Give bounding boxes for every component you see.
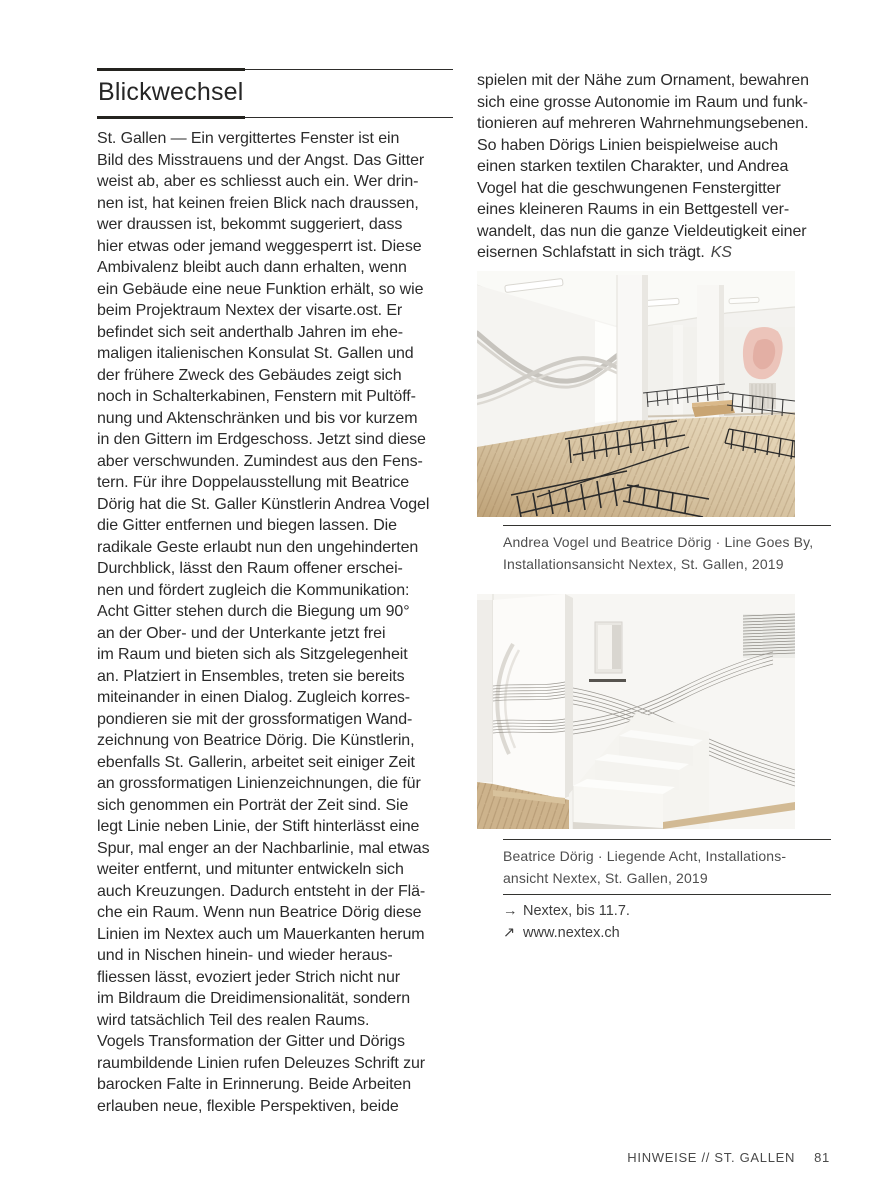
text-line: pondieren sie mit der grossformatigen Wand-	[97, 710, 413, 728]
figure-1	[477, 271, 831, 517]
figure-2-caption	[503, 845, 831, 889]
right-body-lines	[477, 70, 831, 242]
article-title: Blickwechsel	[98, 78, 244, 106]
right-column	[477, 70, 831, 944]
text-line: hier etwas oder jemand weggesperrt ist. Diese	[97, 237, 422, 255]
page-footer	[627, 1150, 830, 1165]
info-arrow-icon: →	[503, 902, 518, 919]
dense-line-block	[743, 614, 795, 658]
caption-rule-1	[503, 525, 831, 526]
caption-line: Beatrice Dörig · Liegende Acht, Installations-	[503, 847, 787, 864]
text-line: im Raum und bieten sich als Sitzgelegenheit	[97, 646, 408, 663]
text-line: Durchblick, lässt den Raum offener erschei-	[97, 560, 403, 577]
text-line: auch Kreuzungen. Dadurch entsteht in der Flä-	[97, 882, 426, 900]
caption-rule-2	[503, 839, 831, 840]
text-line: St. Gallen — Ein vergittertes Fenster ist ein	[97, 130, 400, 147]
info-item[interactable]	[503, 922, 831, 944]
author-initials: KS	[710, 244, 732, 261]
staircase-room	[477, 594, 795, 829]
text-line: raumbildende Linien rufen Deleuzes Schrift zur	[97, 1054, 426, 1072]
wall-niche	[589, 622, 626, 682]
text-line: wer draussen ist, bekommt suggeriert, dass	[97, 216, 403, 233]
text-line: Vogels Transformation der Gitter und Dörigs	[97, 1033, 405, 1050]
text-line: Bild des Misstrauens und der Angst. Das Gitter	[97, 151, 425, 169]
text-line: an grossformatigen Linienzeichnungen, die für	[97, 775, 421, 792]
text-line: Linien im Nextex auch um Mauerkanten herum	[97, 925, 425, 943]
text-line: in den Gittern im Erdgeschoss. Jetzt sind diese	[97, 431, 426, 448]
text-line: So haben Dörigs Linien beispielweise auch	[477, 136, 778, 154]
text-line: weist ab, aber es schliesst auch ein. Wer drin-	[97, 173, 419, 190]
text-line: im Bildraum die Dreidimensionalität, sondern	[97, 990, 411, 1007]
article-body-left	[97, 128, 453, 1117]
text-line: an. Platziert in Ensembles, treten sie bereits	[97, 667, 405, 685]
text-line: spielen mit der Nähe zum Ornament, bewahren	[477, 72, 809, 89]
text-line: sich genommen ein Porträt der Zeit sind. Sie	[97, 796, 409, 814]
text-line: die Gitter entfernen und biegen lassen. Die	[97, 517, 397, 534]
text-line: noch in Schalterkabinen, Fenstern mit Pultöff-	[97, 388, 416, 405]
caption-block-2	[503, 839, 831, 944]
info-arrow-icon: ↗	[503, 924, 516, 941]
text-line: an der Ober- und der Unterkante jetzt frei	[97, 624, 386, 642]
text-line: barocken Falte in Erinnerung. Beide Arbeiten	[97, 1076, 412, 1093]
text-line: eines kleineren Raums in ein Bettgestell ver-	[477, 201, 790, 218]
text-line: che ein Raum. Wenn nun Beatrice Dörig diese	[97, 904, 422, 921]
info-rule	[503, 894, 831, 895]
title-rule-bottom	[97, 116, 453, 119]
text-line: Ambivalenz bleibt auch dann erhalten, wenn	[97, 259, 407, 276]
text-line: sich eine grosse Autonomie im Raum und funk-	[477, 93, 808, 111]
article-body-right	[477, 70, 831, 264]
text-line: Vogel hat die geschwungenen Fenstergitter	[477, 179, 781, 197]
text-line: erlauben neue, flexible Perspektiven, beide	[97, 1097, 399, 1115]
text-line: Spur, mal enger an der Nachbarlinie, mal etwas	[97, 839, 430, 857]
text-line: und in Nischen hinein- und wieder heraus-	[97, 947, 393, 964]
text-line: miteinander in einen Dialog. Zugleich korres-	[97, 689, 410, 706]
text-line: weiter entfernt, und mitunter entwickeln sich	[97, 861, 404, 878]
closing-line	[477, 242, 831, 264]
figure-1-caption	[503, 531, 831, 575]
text-line: ein Gebäude eine neue Funktion erhält, so wie	[97, 280, 424, 298]
text-line: nung und Aktenschränken und bis vor kurzem	[97, 409, 418, 427]
text-line: zeichnung von Beatrice Dörig. Die Künstlerin,	[97, 732, 415, 749]
footer-section-label: HINWEISE // ST. GALLEN	[627, 1150, 796, 1165]
exhibition-info	[503, 900, 831, 944]
caption-line: Installationsansicht Nextex, St. Gallen, 2019	[503, 555, 784, 572]
gallery-room	[477, 271, 795, 517]
text-line: wandelt, das nun die ganze Vieldeutigkeit einer	[477, 222, 807, 240]
installation-photo-liegende-acht	[477, 594, 795, 829]
text-line: nen und fördert zugleich die Kommunikation:	[97, 581, 410, 599]
text-line: beim Projektraum Nextex der visarte.ost. Er	[97, 302, 403, 319]
caption-block-1	[503, 525, 831, 575]
info-text: www.nextex.ch	[523, 924, 620, 941]
caption-line: Andrea Vogel und Beatrice Dörig · Line Goes By,	[503, 533, 814, 550]
text-line: einen starken textilen Charakter, und Andrea	[477, 158, 789, 175]
text-line: legt Linie neben Linie, der Stift hinterlässt eine	[97, 818, 420, 835]
text-line: nen ist, hat keinen freien Blick nach draussen,	[97, 194, 419, 212]
text-line: Dörig hat die St. Galler Künstlerin Andrea Vogel	[97, 495, 430, 513]
info-text: Nextex, bis 11.7.	[523, 902, 630, 919]
text-line: fliessen lässt, evoziert jeder Strich nicht nur	[97, 968, 400, 986]
text-line: wird tatsächlich Teil des realen Raums.	[97, 1011, 370, 1029]
text-line: Acht Gitter stehen durch die Biegung um 90°	[97, 603, 410, 620]
text-line: tern. Für ihre Doppelausstellung mit Beatrice	[97, 474, 410, 491]
footer-page-number: 81	[814, 1150, 830, 1165]
text-line: tionieren auf mehreren Wahrnehmungsebenen.	[477, 115, 809, 132]
text-line: aber verschwunden. Zumindest aus den Fens-	[97, 452, 423, 470]
left-column	[97, 68, 453, 1117]
text-line: der frühere Zweck des Gebäudes zeigt sich	[97, 366, 402, 384]
text-line: ebenfalls St. Gallerin, arbeitet seit einiger Zeit	[97, 753, 415, 771]
text-line: maligen italienischen Konsulat St. Gallen und	[97, 345, 414, 362]
text-line: radikale Geste erlaubt nun den ungehinderten	[97, 538, 419, 556]
installation-photo-line-goes-by	[477, 271, 795, 517]
title-rule-top	[97, 68, 453, 71]
caption-line: ansicht Nextex, St. Gallen, 2019	[503, 869, 708, 886]
figure-2	[477, 594, 831, 829]
info-item[interactable]	[503, 900, 831, 922]
closing-text: eisernen Schlafstatt in sich trägt.	[477, 244, 705, 261]
text-line: befindet sich seit anderthalb Jahren im ehe-	[97, 323, 404, 341]
